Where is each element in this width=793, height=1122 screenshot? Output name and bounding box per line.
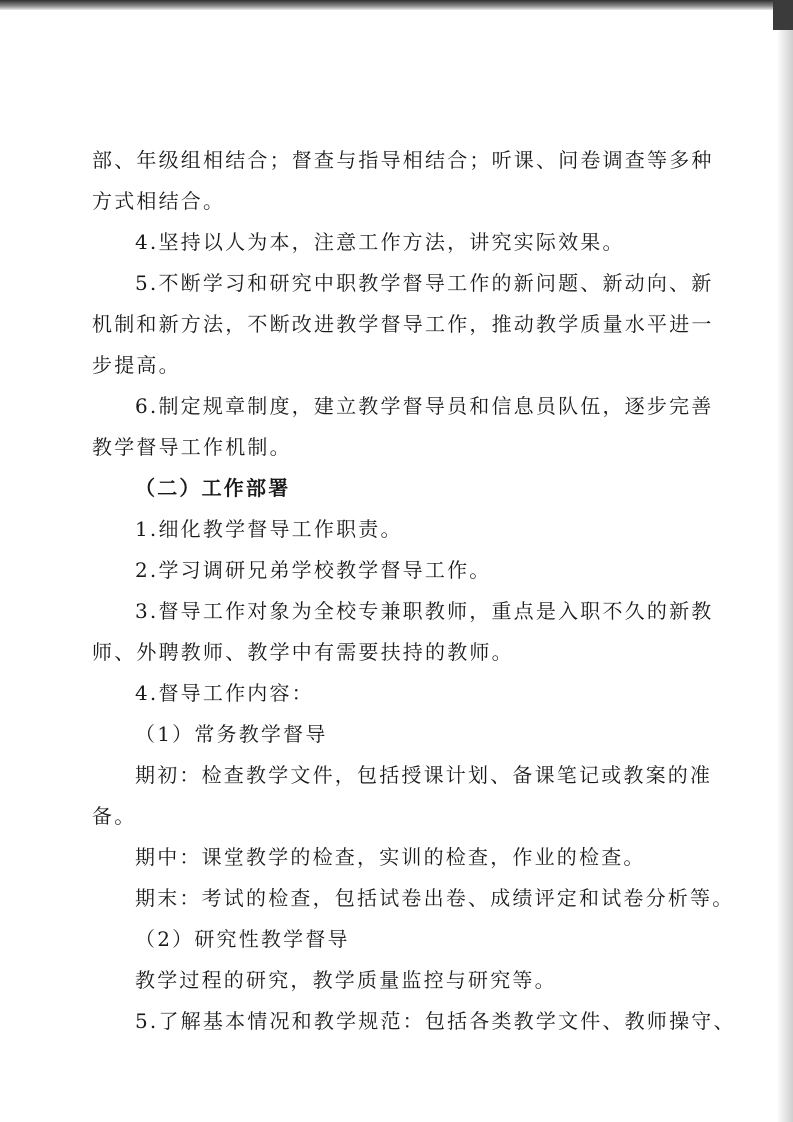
text-line: 2.学习调研兄弟学校教学督导工作。 bbox=[135, 558, 492, 582]
text-line: 期中：课堂教学的检查，实训的检查，作业的检查。 bbox=[135, 845, 646, 869]
text-line: 方式相结合。 bbox=[92, 189, 226, 213]
text-line: 步提高。 bbox=[92, 353, 181, 377]
text-line: 4.督导工作内容： bbox=[135, 681, 314, 705]
text-line: 备。 bbox=[92, 804, 137, 828]
subsection-heading: （2）研究性教学督导 bbox=[135, 927, 350, 951]
text-line: 教学过程的研究，教学质量监控与研究等。 bbox=[135, 968, 557, 992]
text-line: 6.制定规章制度，建立教学督导员和信息员队伍，逐步完善 bbox=[135, 394, 714, 418]
text-line: 机制和新方法，不断改进教学督导工作，推动教学质量水平进一 bbox=[92, 312, 714, 336]
text-line: 期末：考试的检查，包括试卷出卷、成绩评定和试卷分析等。 bbox=[135, 886, 735, 910]
subsection-heading: （1）常务教学督导 bbox=[135, 722, 328, 746]
text-line: 5.了解基本情况和教学规范：包括各类教学文件、教师操守、 bbox=[135, 1009, 736, 1033]
text-line: 期初：检查教学文件，包括授课计划、备课笔记或教案的准 bbox=[135, 763, 713, 787]
text-line: 4.坚持以人为本，注意工作方法，讲究实际效果。 bbox=[135, 230, 625, 254]
text-line: 3.督导工作对象为全校专兼职教师，重点是入职不久的新教 bbox=[135, 599, 714, 623]
text-line: 5.不断学习和研究中职教学督导工作的新问题、新动向、新 bbox=[135, 271, 714, 295]
text-line: 师、外聘教师、教学中有需要扶持的教师。 bbox=[92, 640, 514, 664]
text-line: 部、年级组相结合；督查与指导相结合；听课、问卷调查等多种 bbox=[92, 148, 714, 172]
text-line: 1.细化教学督导工作职责。 bbox=[135, 517, 403, 541]
text-line: 教学督导工作机制。 bbox=[92, 435, 292, 459]
section-heading: （二）工作部署 bbox=[135, 476, 291, 500]
